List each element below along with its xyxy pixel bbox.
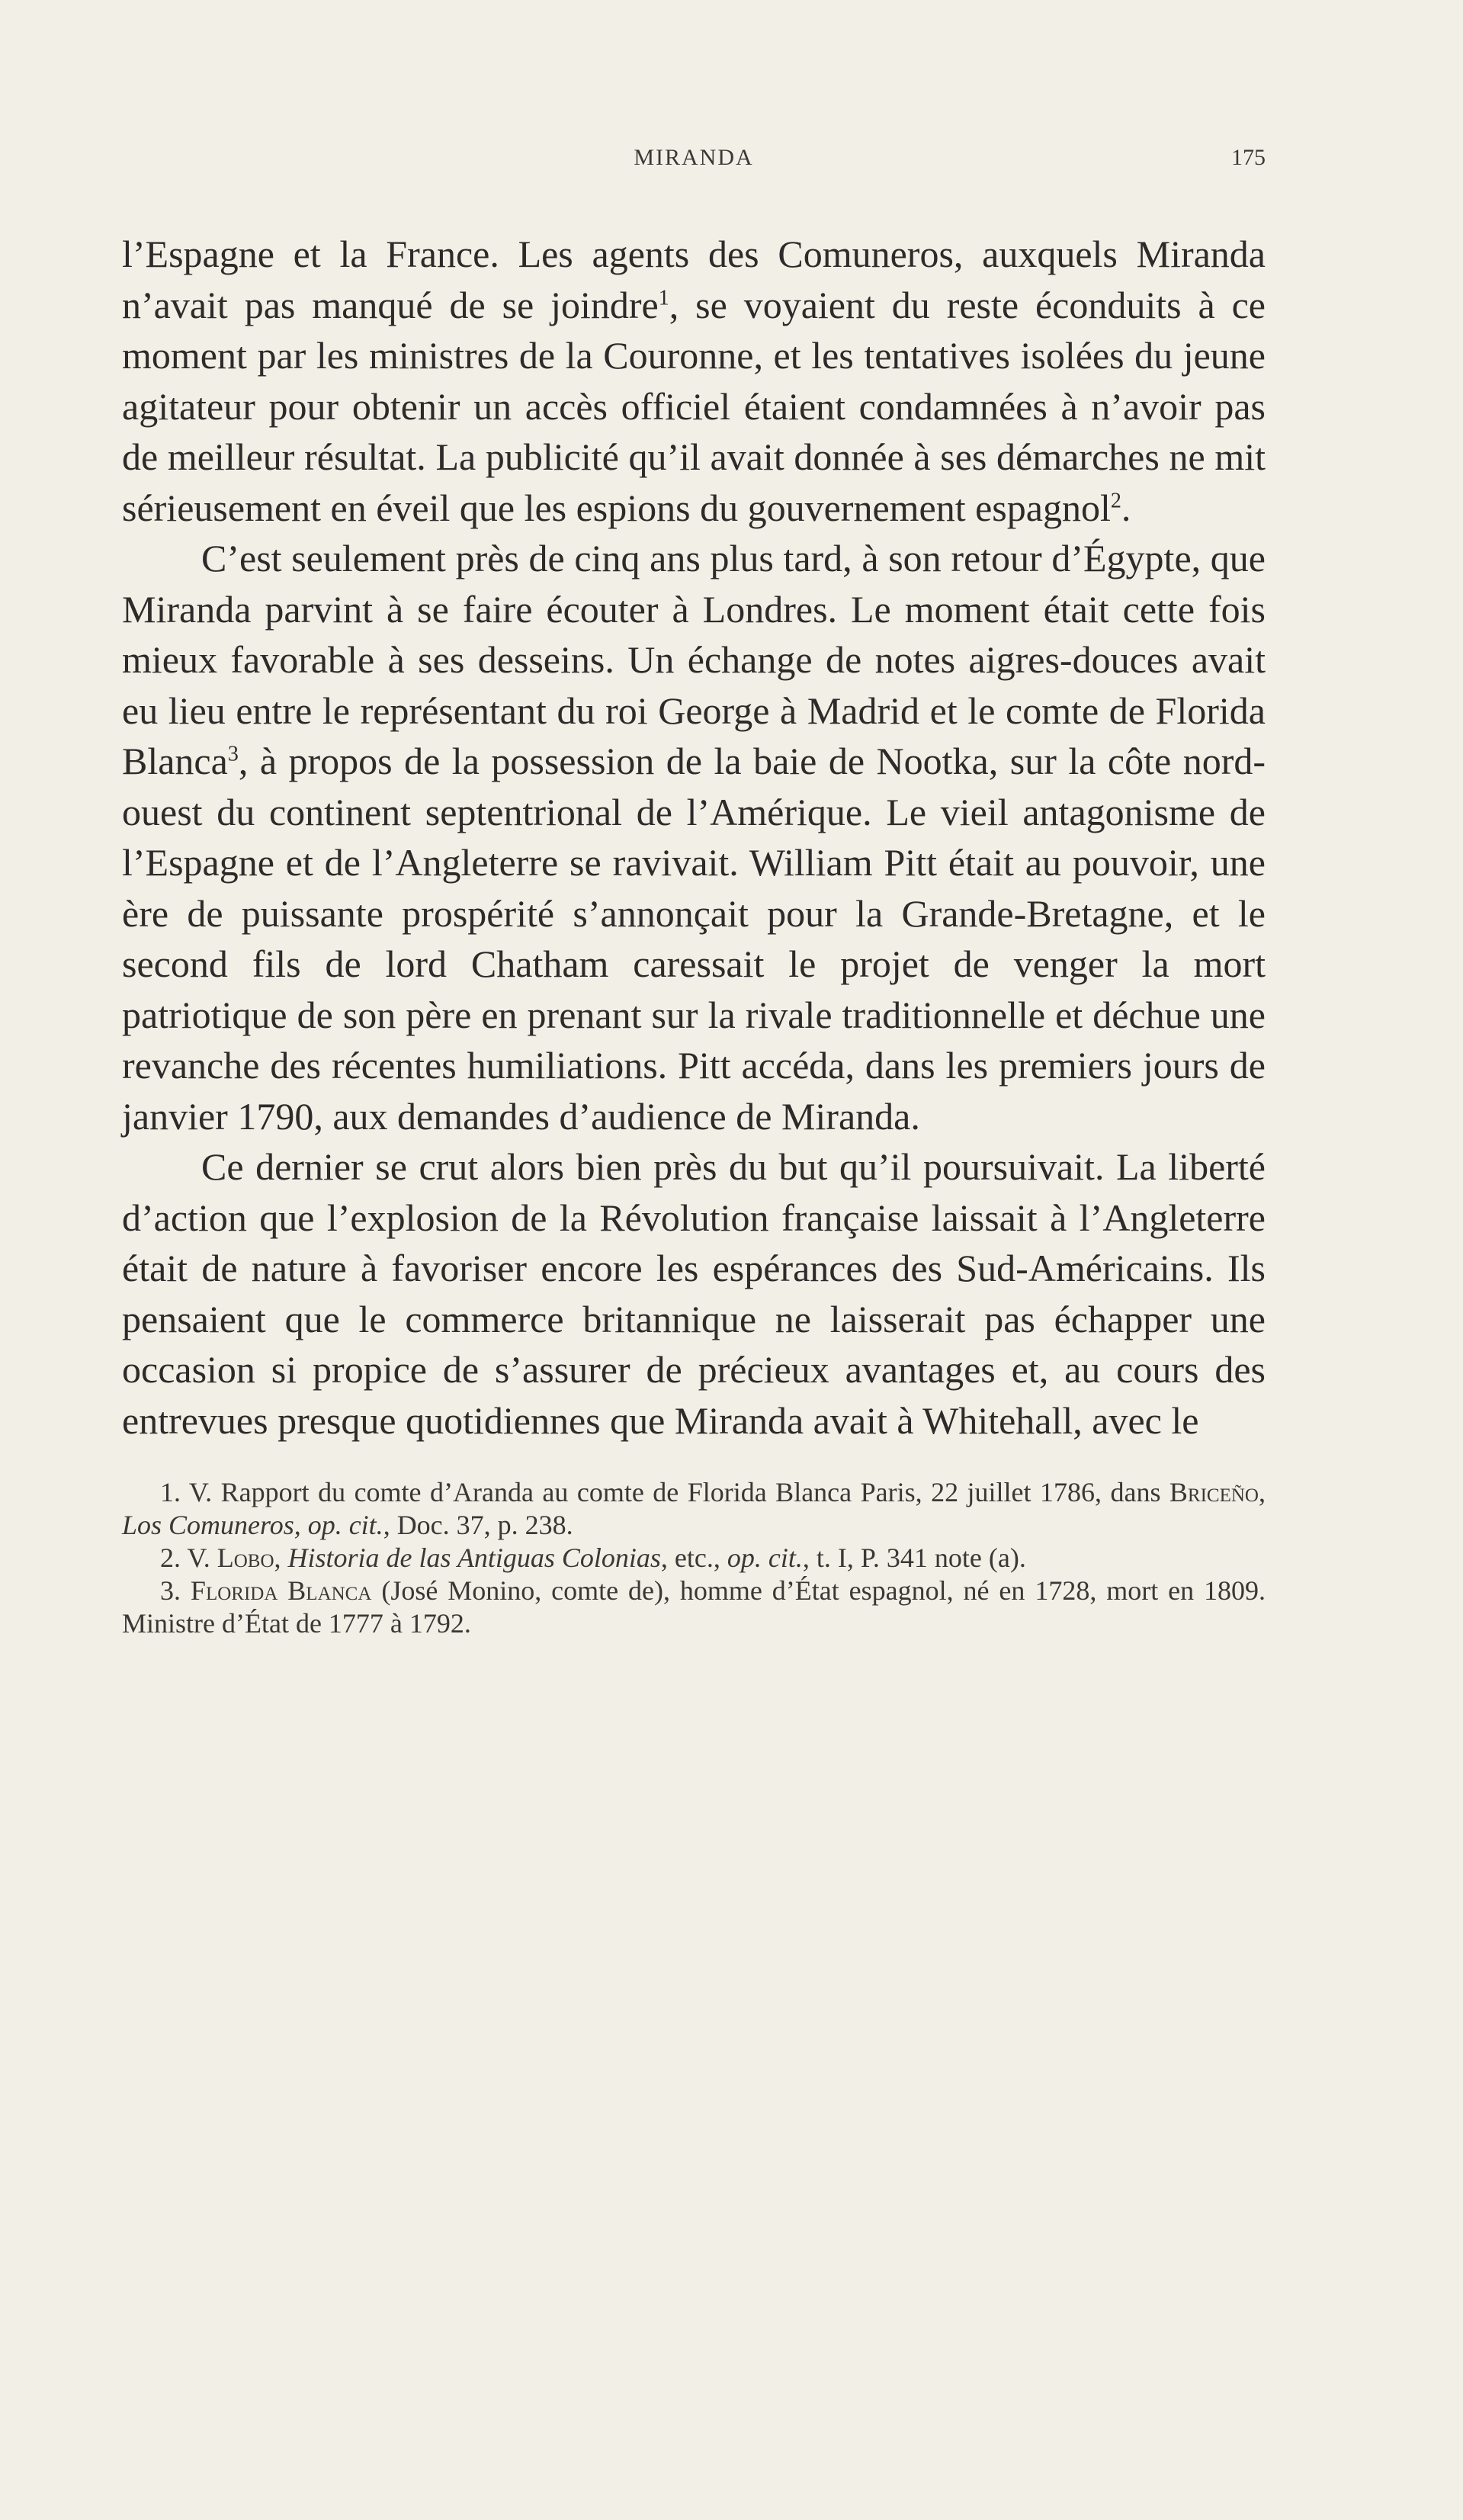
main-text <box>122 229 1266 1446</box>
footnote-2-sep: , <box>274 1542 288 1573</box>
footnote-2-mid: , etc., <box>660 1542 727 1573</box>
footnote-3 <box>122 1575 1266 1640</box>
footnote-2-text: 2. V. <box>160 1542 217 1573</box>
running-title: MIRANDA <box>634 145 754 170</box>
footnote-1-text: 1. V. Rapport du comte d’Aranda au comte de Florida Blanca Paris, 22 juillet 1786, dans <box>160 1477 1169 1507</box>
footnote-3-end: (José Monino, comte de), homme d’État espagnol, né en 1728, mort en 1809. Ministre d’État de 1777 à 1792. <box>122 1575 1266 1639</box>
book-page <box>122 145 1266 1640</box>
footnote-2-author: Lobo <box>217 1542 274 1573</box>
page-header <box>122 145 1266 191</box>
paragraph-2 <box>122 533 1266 1141</box>
footnotes <box>122 1476 1266 1640</box>
footnote-1-title: Los Comuneros, op. cit. <box>122 1510 383 1540</box>
footnote-2-end: , t. I, P. 341 note (a). <box>802 1542 1026 1573</box>
footnote-ref-1: 1 <box>658 285 669 310</box>
footnote-1-sep: , <box>1259 1477 1266 1507</box>
footnote-1 <box>122 1476 1266 1542</box>
paragraph-1-part-b: , se voyaient du reste éconduits à ce moment par les ministres de la Couronne, et les tentatives isolées du jeune agitateur pour obtenir un accès officiel étaient condamnées à n’avoir pas de meilleur résultat. La publicité qu’il avait donnée à ses démarches ne mit sérieusement en éveil que les espions du gouvernement espagnol <box>122 283 1266 529</box>
footnote-ref-2: 2 <box>1110 488 1121 512</box>
paragraph-1-part-a: l’Espagne et la France. Les agents des Comuneros, auxquels Miranda n’avait pas manqué de se joindre <box>122 233 1266 326</box>
footnote-3-author: Florida Blanca <box>190 1575 372 1606</box>
footnote-3-text: 3. <box>160 1575 191 1606</box>
page-number: 175 <box>1231 145 1266 170</box>
footnote-ref-3: 3 <box>227 742 239 766</box>
footnote-2 <box>122 1542 1266 1575</box>
footnote-2-ref: op. cit. <box>727 1542 803 1573</box>
footnote-2-title: Historia de las Antiguas Colonias <box>287 1542 661 1573</box>
footnote-1-author: Briceño <box>1169 1477 1259 1507</box>
paragraph-2-part-b: , à propos de la possession de la baie de Nootka, sur la côte nord-ouest du continent septentrional de l’Amérique. Le vieil antagonisme de l’Espagne et de l’Angleterre se ravivait. William Pitt était au pouvoir, une ère de puissante prospérité s’annonçait pour la Grande-Bretagne, et le second fils de lord Chatham caressait le projet de venger la mort patriotique de son père en prenant sur la rivale traditionnelle et déchue une revanche des récentes humiliations. Pitt accéda, dans les premiers jours de janvier 1790, aux demandes d’audience de Miranda. <box>122 740 1266 1138</box>
paragraph-3: Ce dernier se crut alors bien près du but qu’il poursuivait. La liberté d’action que l’explosion de la Révolution française laissait à l’Angleterre était de nature à favoriser encore les espérances des Sud-Américains. Ils pensaient que le commerce britannique ne laisserait pas échapper une occasion si propice de s’assurer de précieux avantages et, au cours des entrevues presque quotidiennes que Miranda avait à Whitehall, avec le <box>122 1145 1266 1442</box>
paragraph-1-part-c: . <box>1121 486 1131 529</box>
paragraph-1 <box>122 229 1266 533</box>
footnote-1-end: , Doc. 37, p. 238. <box>383 1510 573 1540</box>
paragraph-2-part-a: C’est seulement près de cinq ans plus tard, à son retour d’Égypte, que Miranda parvint à se faire écouter à Londres. Le moment était cette fois mieux favorable à ses desseins. Un échange de notes aigres-douces avait eu lieu entre le représentant du roi George à Madrid et le comte de Florida Blanca <box>122 537 1266 782</box>
